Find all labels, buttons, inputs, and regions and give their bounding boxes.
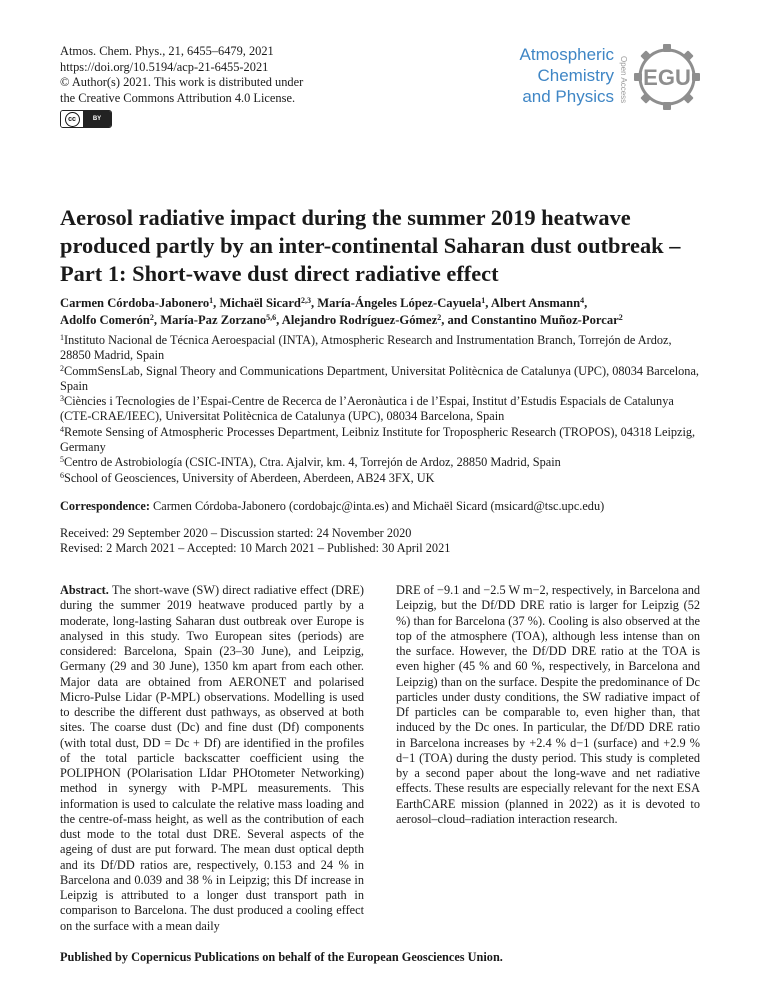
correspondence-label: Correspondence: (60, 499, 150, 513)
affiliation: $^6$School of Geosciences, University of Aberdeen, Aberdeen, AB24 3FX, UK (60, 470, 435, 485)
copyright: © Author(s) 2021. This work is distributed under (60, 75, 304, 90)
author: Albert Ansmann$^4$, (490, 296, 588, 310)
affiliation: $^1$Instituto Nacional de Técnica Aeroespacial (INTA), Atmospheric Research and Instrumentation Branch, Torrejón de Ardoz, 28850 Madrid, Spain (60, 333, 672, 363)
cc-by-badge[interactable] (60, 110, 112, 128)
abstract-label: Abstract. (60, 583, 109, 597)
author: Adolfo Comerón$^2$, (60, 313, 161, 327)
publication-dates: Received: 29 September 2020 – Discussion started: 24 November 2020 Revised: 2 March 2021 – Accepted: 10 March 2021 – Published: 30 April 2021 (60, 526, 451, 556)
egu-logo-icon (628, 40, 706, 114)
doi-link[interactable]: https://doi.org/10.5194/acp-21-6455-2021 (60, 59, 269, 74)
abstract-text-2: DRE of −9.1 and −2.5 W m−2, respectively, in Barcelona and Leipzig, but the Df/DD DRE ratio is larger for Leipzig (52 %) than for Barcelona (37 %). Cooling is also observed at the top of the atmosphere (TOA), although less intense than on the surface. However, the Df/DD DRE ratio at the TOA is even higher (45 % and 60 %, respectively, in Barcelona and Leipzig) than on the surface. Despite the predominance of Dc particles under dusty conditions, the SW radiative impact of Df particles can be comparable to, even higher than, that induced by the Dc ones. In particular, the Df/DD DRE ratio in Barcelona increases by +2.4 % d−1 (surface) and +2.9 % d−1 (TOA) during the dusty period. This study is completed by a second paper about the long-wave and net radiative effects. These results are especially relevant for the next ESA EarthCARE mission (planned in 2022) as it is devoted to aerosol–cloud–radiation interaction research. (396, 583, 700, 826)
by-icon: BY (83, 111, 111, 127)
author: María-Paz Zorzano$^{5,6}$, (160, 313, 282, 327)
svg-text:EGU: EGU (643, 65, 691, 90)
journal-name: Atmospheric Chemistry and Physics (519, 45, 614, 106)
author: Alejandro Rodríguez-Gómez$^2$, and (281, 313, 471, 327)
affiliation: $^2$CommSensLab, Signal Theory and Communications Department, Universitat Politècnica de Catalunya (UPC), 08034 Barcelona, Spain (60, 363, 699, 393)
affiliation: $^4$Remote Sensing of Atmospheric Processes Department, Leibniz Institute for Tropospheric Research (TROPOS), 04318 Leipzig, Germany (60, 424, 696, 455)
license: the Creative Commons Attribution 4.0 License. (60, 90, 296, 105)
author-list (60, 295, 700, 329)
author: Carmen Córdoba-Jabonero$^1$, (60, 296, 220, 310)
affiliations (60, 333, 700, 486)
author: Constantino Muñoz-Porcar$^2$ (470, 313, 623, 327)
article-title: Aerosol radiative impact during the summer 2019 heatwave produced partly by an inter-continental Saharan dust outbreak – Part 1: Short-wave dust direct radiative effect (60, 205, 681, 286)
citation: Atmos. Chem. Phys., 21, 6455–6479, 2021 (60, 44, 274, 58)
correspondence (60, 499, 700, 514)
open-access-label: Open Access (619, 56, 628, 104)
abstract-column-1 (60, 583, 364, 934)
abstract-column-2 (396, 583, 700, 827)
author: María-Ángeles López-Cayuela$^1$, (317, 296, 491, 310)
cc-icon: cc (65, 112, 80, 127)
article-metadata (60, 44, 303, 106)
affiliation: $^5$Centro de Astrobiología (CSIC-INTA), Ctra. Ajalvir, km. 4, Torrejón de Ardoz, 28850 Madrid, Spain (60, 455, 561, 470)
author: Michaël Sicard$^{2,3}$, (219, 296, 318, 310)
abstract-text-1: The short-wave (SW) direct radiative effect (DRE) during the summer 2019 heatwave produced partly by a moderate, long-lasting Saharan dust outbreak over Europe is analysed in this study. Two European sites (periods) are considered: Barcelona, Spain (23–30 June), and Leipzig, Germany (29 and 30 June), 1350 km apart from each other. Major data are obtained from AERONET and polarised Micro-Pulse Lidar (P-MPL) observations. Modelling is used to describe the different dust pathways, as observed at both sites. The coarse dust (Dc) and fine dust (Df) components (with total dust, DD = Dc + Df) are identified in the profiles of the total particle backscatter coefficient using the POLIPHON (POlarisation LIdar PHOtometer Networking) method in synergy with P-MPL measurements. This information is used to calculate the relative mass loading and the centre-of-mass height, as well as the contribution of each dust mode to the total dust DRE. Several aspects of the ageing of dust are put forward. The mean dust optical depth and its Df/DD ratios are, respectively, 0.153 and 24 % in Barcelona and 0.039 and 38 % in Leipzig; this Df increase in Leipzig is attributed to a longer dust transport path in comparison to Barcelona. The dust produced a cooling effect on the surface with a mean daily (60, 583, 364, 933)
publisher-footer: Published by Copernicus Publications on behalf of the European Geosciences Union. (60, 950, 503, 964)
affiliation: $^3$Ciències i Tecnologies de l’Espai-Centre de Recerca de l’Aeronàutica i de l’Espai, Institut d’Estudis Espacials de Catalunya (CTE-CRAE/IEEC), Universitat Politècnica de Catalunya (UPC), 08034 Barcelona, Spain (60, 394, 674, 424)
correspondence-text: Carmen Córdoba-Jabonero (cordobajc@inta.es) and Michaël Sicard (msicard@tsc.upc.edu) (153, 499, 605, 513)
